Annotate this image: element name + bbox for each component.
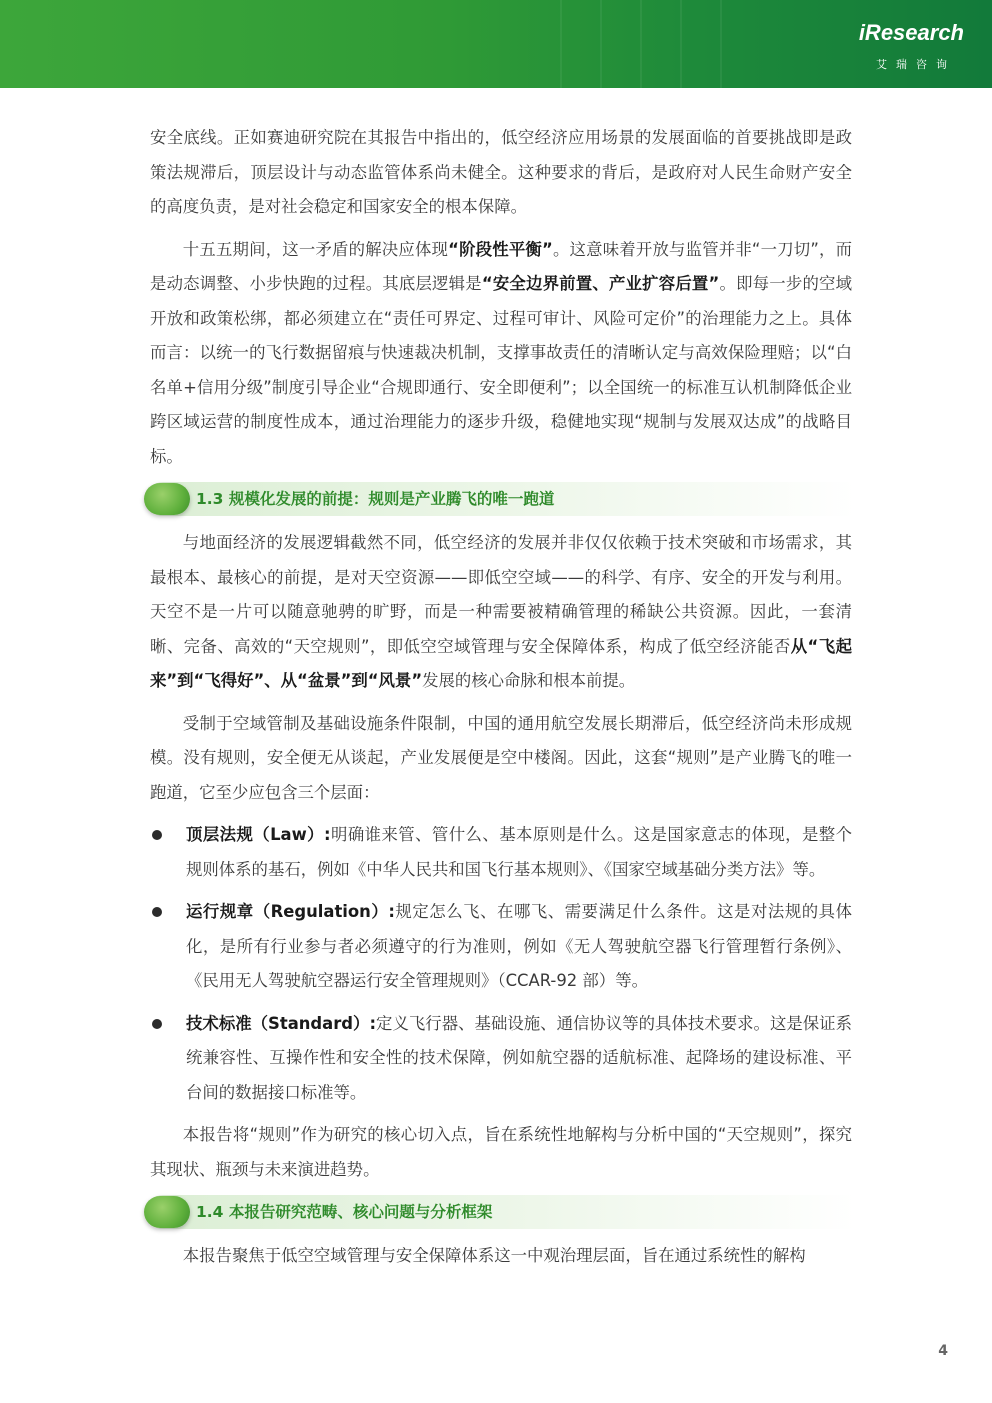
text-run: 。这意味着开放与监管并非“一刀切”，而是动态调整、小步快跑的过程。其底层逻辑是 xyxy=(150,239,853,293)
bullet-text: 规定怎么飞、在哪飞、需要满足什么条件。这是对法规的具体化，是所有行业参与者必须遵守的行为准则，例如《无人驾驶航空器飞行管理暂行条例》、《民用无人驾驶航空器运行安全管理规则》（CCAR-92 部）等。 xyxy=(186,902,853,990)
paragraph-phased-balance xyxy=(150,233,852,475)
logo-subtitle: 艾瑞咨询 xyxy=(876,58,956,71)
logo-text: iResearch xyxy=(858,20,964,45)
section-heading-1-4 xyxy=(150,1193,852,1233)
paragraph-report-focus: 本报告将“规则”作为研究的核心切入点，旨在系统性地解构与分析中国的“天空规则”，探究其现状、瓶颈与未来演进趋势。 xyxy=(150,1125,852,1179)
section-marker-icon xyxy=(144,483,190,515)
section-heading-1-3 xyxy=(150,480,852,520)
bullet-text: 定义飞行器、基础设施、通信协议等的具体技术要求。这是保证系统兼容性、互操作性和安全性的技术保障，例如航空器的适航标准、起降场的建设标准、平台间的数据接口标准等。 xyxy=(186,1013,852,1102)
bullet-label: 技术标准（Standard）: xyxy=(186,1013,377,1033)
bullet-dot-icon xyxy=(152,1019,162,1029)
document-body xyxy=(150,121,852,1274)
text-run: 。即每一步的空域开放和政策松绑，都必须建立在“责任可界定、过程可审计、风险可定价”的治理能力之上。具体而言：以统一的飞行数据留痕与快速裁决机制，支撑事故责任的清晰认定与高效保险理赔；以“白名单+信用分级”制度引导企业“合规即通行、安全即便利”；以全国统一的标准互认机制降低企业跨区域运营的制度性成本，通过治理能力的逐步升级，稳健地实现“规制与发展双达成”的战略目标。 xyxy=(150,274,853,466)
bold-phrase: “阶段性平衡” xyxy=(448,239,553,259)
text-run: 十五五期间，这一矛盾的解决应体现 xyxy=(182,239,449,259)
bullet-regulation xyxy=(150,895,852,999)
bold-phrase: 从“飞起来”到“飞得好”、从“盆景”到“风景” xyxy=(150,636,852,690)
paragraph-scope: 本报告聚焦于低空空域管理与安全保障体系这一中观治理层面，旨在通过系统性的解构 xyxy=(182,1246,806,1265)
bullet-dot-icon xyxy=(152,907,162,917)
bullet-text: 明确谁来管、管什么、基本原则是什么。这是国家意志的体现，是整个规则体系的基石，例如《中华人民共和国飞行基本规则》、《国家空域基础分类方法》等。 xyxy=(186,825,853,879)
bullet-standard xyxy=(150,1007,852,1111)
bold-phrase: “安全边界前置、产业扩容后置” xyxy=(481,274,720,293)
paragraph-three-levels: 受制于空域管制及基础设施条件限制，中国的通用航空发展长期滞后，低空经济尚未形成规模。没有规则，安全便无从谈起，产业发展便是空中楼阁。因此，这套“规则”是产业腾飞的唯一跑道，它至少应包含三个层面： xyxy=(150,713,852,802)
section-marker-icon xyxy=(144,1196,190,1228)
page-header xyxy=(0,0,992,88)
bullet-law xyxy=(150,818,852,887)
page-number: 4 xyxy=(938,1343,948,1359)
bullet-label: 顶层法规（Law）: xyxy=(186,825,331,844)
text-run: 与地面经济的发展逻辑截然不同，低空经济的发展并非仅仅依赖于技术突破和市场需求，其最根本、最核心的前提，是对天空资源——即低空空域——的科学、有序、安全的开发与利用。天空不是一片可以随意驰骋的旷野，而是一种需要被精确管理的稀缺公共资源。因此，一套清晰、完备、高效的“天空规则”，即低空空域管理与安全保障体系，构成了低空经济能否 xyxy=(150,533,852,656)
paragraph-safety-bottom-line: 安全底线。正如赛迪研究院在其报告中指出的，低空经济应用场景的发展面临的首要挑战即是政策法规滞后，顶层设计与动态监管体系尚未健全。这种要求的背后，是政府对人民生命财产安全的高度负责，是对社会稳定和国家安全的根本保障。 xyxy=(150,128,852,216)
paragraph-sky-rules xyxy=(150,526,852,699)
section-title: 1.3 规模化发展的前提：规则是产业腾飞的唯一跑道 xyxy=(196,490,555,508)
bullet-label: 运行规章（Regulation）: xyxy=(186,902,395,921)
section-title: 1.4 本报告研究范畴、核心问题与分析框架 xyxy=(196,1203,493,1221)
bullet-dot-icon xyxy=(152,830,162,840)
iresearch-logo xyxy=(844,20,964,72)
text-run: 发展的核心命脉和根本前提。 xyxy=(422,671,636,690)
